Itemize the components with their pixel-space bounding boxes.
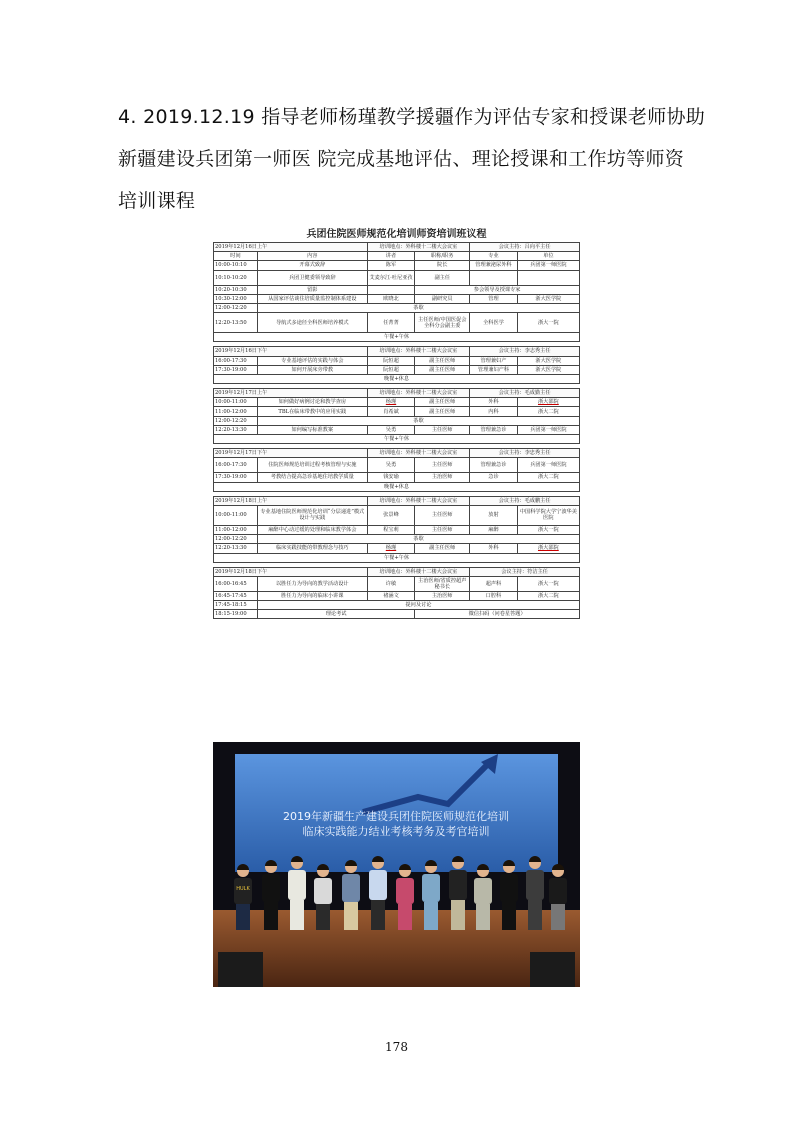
- session-host: 会议主持：李忠秀主任: [470, 449, 580, 458]
- table-row: [214, 365, 580, 374]
- time-cell: 16:00-17:30: [214, 356, 258, 365]
- time-cell: 16:45-17:45: [214, 591, 258, 600]
- speaker-cell: 欧晓北: [367, 294, 415, 303]
- time-cell: 10:10-10:20: [214, 270, 258, 285]
- content-cell: TBL在临床带教中的应用实践: [257, 407, 367, 416]
- unit-cell: 浙大二院: [517, 473, 579, 482]
- session-date: 2019年12月18日下午: [214, 567, 368, 576]
- time-cell: 17:30-19:00: [214, 365, 258, 374]
- specialty-cell: 管理兼妇产: [470, 356, 518, 365]
- speaker-cell: 肖希斌: [367, 407, 415, 416]
- table-row: [214, 294, 580, 303]
- unit-cell: [517, 270, 579, 285]
- speaker-cell: 张景峰: [367, 505, 415, 525]
- unit-cell: 浙大一院: [517, 576, 579, 591]
- break-cell: 午餐+午休: [214, 435, 580, 444]
- session-header-row: [214, 243, 580, 252]
- specialty-cell: 麻醉: [470, 525, 518, 534]
- schedule-title: 兵团住院医师规范化培训师资培训班议程: [306, 229, 487, 240]
- time-cell: 16:00-17:30: [214, 458, 258, 473]
- unit-cell: 浙大二院: [517, 591, 579, 600]
- specialty-cell: 管理兼泌尿外科: [470, 261, 518, 270]
- title-cell: 主任医师: [415, 505, 470, 525]
- speaker-cell: 褚涵文: [367, 591, 415, 600]
- content-cell: 如何做好病例讨论和教学查房: [257, 398, 367, 407]
- speaker-cell: 钱安瑜: [367, 473, 415, 482]
- schedule-column-header: 讲者: [367, 252, 415, 261]
- table-row: [214, 591, 580, 600]
- shirt-text: HULK: [236, 886, 250, 892]
- time-cell: 12:20-13:50: [214, 313, 258, 333]
- session-host: 会议主持：吕向平主任: [470, 243, 580, 252]
- specialty-cell: 超声科: [470, 576, 518, 591]
- speaker-cell: 程宝莉: [367, 525, 415, 534]
- unit-cell: 浙大一院: [517, 525, 579, 534]
- session-header-row: [214, 567, 580, 576]
- title-cell: 主治医师: [415, 473, 470, 482]
- table-row: [214, 416, 580, 425]
- session-date: 2019年12月16日上午: [214, 243, 368, 252]
- speaker-cell: 吴勇: [367, 458, 415, 473]
- title-cell: 主任医师: [415, 525, 470, 534]
- title-cell: 副研究员: [415, 294, 470, 303]
- heading-line-3: 培训课程: [118, 190, 196, 212]
- break-cell: 午餐+午休: [214, 553, 580, 562]
- session-location: 培训地点：外科楼十二楼大会议室: [367, 389, 469, 398]
- speaker-cell: 杨瑾: [367, 544, 415, 553]
- session-location: 培训地点：外科楼十二楼大会议室: [367, 567, 469, 576]
- speaker-cell: 陈军: [367, 261, 415, 270]
- table-row: [214, 398, 580, 407]
- session-location: 培训地点：外科楼十二楼大会议室: [367, 347, 469, 356]
- table-row: [214, 473, 580, 482]
- schedule-column-header: 时间: [214, 252, 258, 261]
- time-cell: 10:20-10:30: [214, 285, 258, 294]
- time-cell: 11:00-12:00: [214, 407, 258, 416]
- session-location: 培训地点：外科楼十二楼大会议室: [367, 496, 469, 505]
- banner-line-1: 2019年新疆生产建设兵团住院医师规范化培训: [283, 810, 509, 823]
- session-date: 2019年12月17日上午: [214, 389, 368, 398]
- time-cell: 12:00-12:20: [214, 416, 258, 425]
- unit-cell: 浙大二院: [517, 407, 579, 416]
- speaker-cell: 许敏: [367, 576, 415, 591]
- specialty-cell: 管理: [470, 294, 518, 303]
- unit-cell: 浙大邵院: [517, 398, 579, 407]
- unit-cell: 兵团第一师医院: [517, 261, 579, 270]
- table-row: [214, 553, 580, 562]
- table-row: [214, 482, 580, 491]
- break-cell: 茶歇: [257, 303, 579, 312]
- time-cell: 12:20-13:30: [214, 544, 258, 553]
- schedule-column-header: 单位: [517, 252, 579, 261]
- content-cell: 临床实践技能的带教理念与技巧: [257, 544, 367, 553]
- session-header-row: [214, 496, 580, 505]
- table-row: [214, 374, 580, 383]
- training-schedule-image: [213, 228, 580, 734]
- table-row: [214, 313, 580, 333]
- break-cell: 茶歇: [257, 535, 579, 544]
- break-cell: 提问及讨论: [257, 601, 579, 610]
- title-cell: 副主任医师: [415, 365, 470, 374]
- session-host: 会议主持：李志秀主任: [470, 347, 580, 356]
- content-cell: 理论考试: [257, 610, 414, 619]
- speaker-cell: 吴勇: [367, 425, 415, 434]
- page-number: 178: [385, 1040, 408, 1054]
- table-row: [214, 356, 580, 365]
- title-cell: 副主任医师: [415, 356, 470, 365]
- specialty-cell: 口腔科: [470, 591, 518, 600]
- table-row: [214, 535, 580, 544]
- specialty-cell: 管理兼妇产科: [470, 365, 518, 374]
- unit-cell: 浙大医学院: [517, 356, 579, 365]
- speaker-cell: 艾麦尔江·吐尼亚孜: [367, 270, 415, 285]
- content-cell: 专业基地评估的实践与体会: [257, 356, 367, 365]
- schedule-column-header: 职称/职务: [415, 252, 470, 261]
- session-date: 2019年12月16日下午: [214, 347, 368, 356]
- time-cell: 11:00-12:00: [214, 525, 258, 534]
- table-row: [214, 261, 580, 270]
- unit-cell: 中国科学院大学宁波华美医院: [517, 505, 579, 525]
- table-row: [214, 610, 580, 619]
- table-row: [214, 407, 580, 416]
- specialty-cell: [470, 270, 518, 285]
- time-cell: 10:00-11:00: [214, 398, 258, 407]
- heading-line-1: 4. 2019.12.19 指导老师杨瑾教学援疆作为评估专家和授课老师协助: [118, 106, 706, 128]
- session-host: 会议主持：毛成鹏主任: [470, 496, 580, 505]
- session-location: 培训地点：外科楼十二楼大会议室: [367, 243, 469, 252]
- table-row: [214, 303, 580, 312]
- session-host: 会议主持：符洁主任: [470, 567, 580, 576]
- time-cell: 17:45-18:15: [214, 601, 258, 610]
- title-cell: 副主任医师: [415, 544, 470, 553]
- unit-cell: 浙大医学院: [517, 294, 579, 303]
- unit-cell: 兵团第一师医院: [517, 458, 579, 473]
- time-cell: 12:20-13:30: [214, 425, 258, 434]
- session-header-row: [214, 347, 580, 356]
- remark-cell: 微信扫码（问卷星答题）: [415, 610, 580, 619]
- group-photo-drawing: [213, 742, 580, 987]
- table-row: [214, 544, 580, 553]
- session-header-row: [214, 389, 580, 398]
- table-row: [214, 285, 580, 294]
- schedule-column-header: 专业: [470, 252, 518, 261]
- title-cell: 主任医师/中国医促会全科分会副主委: [415, 313, 470, 333]
- content-cell: 麻醉中心动过缓的处理和临床教学体会: [257, 525, 367, 534]
- heading-line-2: 新疆建设兵团第一师医 院完成基地评估、理论授课和工作坊等师资: [118, 148, 685, 170]
- table-row: [214, 425, 580, 434]
- table-row: [214, 333, 580, 342]
- speaker-cell: 任菁菁: [367, 313, 415, 333]
- unit-cell: 浙大邵院: [517, 544, 579, 553]
- table-row: [214, 458, 580, 473]
- table-row: [214, 505, 580, 525]
- unit-cell: 浙大一院: [517, 313, 579, 333]
- session-date: 2019年12月17日下午: [214, 449, 368, 458]
- content-cell: 从国家评估谈住培质量监控制体系建设: [257, 294, 367, 303]
- session-host: 会议主持：毛成勤主任: [470, 389, 580, 398]
- specialty-cell: 外科: [470, 398, 518, 407]
- time-cell: 10:00-11:00: [214, 505, 258, 525]
- time-cell: 10:00-10:10: [214, 261, 258, 270]
- content-cell: 导航式多途径全科医师培养模式: [257, 313, 367, 333]
- specialty-cell: 管理兼急诊: [470, 458, 518, 473]
- group-photo: [213, 742, 580, 987]
- content-cell: 如何开展床旁带教: [257, 365, 367, 374]
- break-cell: 晚餐+休息: [214, 374, 580, 383]
- table-row: [214, 525, 580, 534]
- content-cell: 住院医师规范培训过程考核管理与实施: [257, 458, 367, 473]
- session-location: 培训地点：外科楼十二楼大会议室: [367, 449, 469, 458]
- break-cell: 茶歇: [257, 416, 579, 425]
- speaker-left: [218, 952, 263, 987]
- specialty-cell: 放射: [470, 505, 518, 525]
- schedule-column-header: 内容: [257, 252, 367, 261]
- specialty-cell: 外科: [470, 544, 518, 553]
- content-cell: 留影: [257, 285, 367, 294]
- time-cell: 17:30-19:00: [214, 473, 258, 482]
- content-cell: 兵团卫健委领导致辞: [257, 270, 367, 285]
- time-cell: 10:30-12:00: [214, 294, 258, 303]
- speaker-cell: 阮恒超: [367, 365, 415, 374]
- title-cell: 副主任医师: [415, 398, 470, 407]
- schedule-table: [213, 242, 580, 619]
- specialty-cell: 急诊: [470, 473, 518, 482]
- banner-line-2: 临床实践能力结业考核考务及考官培训: [302, 825, 490, 838]
- specialty-cell: 全科医学: [470, 313, 518, 333]
- specialty-cell: 管理兼急诊: [470, 425, 518, 434]
- table-row: [214, 435, 580, 444]
- speaker-right: [530, 952, 575, 987]
- table-row: [214, 270, 580, 285]
- unit-cell: 兵团第一师医院: [517, 425, 579, 434]
- title-cell: 主治医师/省质控超声秘书长: [415, 576, 470, 591]
- break-cell: 晚餐+休息: [214, 482, 580, 491]
- session-header-row: [214, 449, 580, 458]
- time-cell: 12:00-12:20: [214, 535, 258, 544]
- time-cell: 18:15-19:00: [214, 610, 258, 619]
- content-cell: 以胜任力为导向的教学活动设计: [257, 576, 367, 591]
- time-cell: 12:00-12:20: [214, 303, 258, 312]
- schedule-header-row: [214, 252, 580, 261]
- session-date: 2019年12月18日上午: [214, 496, 368, 505]
- title-cell: 主任医师: [415, 458, 470, 473]
- break-cell: 午餐+午休: [214, 333, 580, 342]
- content-cell: 开幕式致辞: [257, 261, 367, 270]
- report-heading: [118, 96, 706, 222]
- title-cell: 院长: [415, 261, 470, 270]
- content-cell: 如何编写标准教案: [257, 425, 367, 434]
- content-cell: 专业基地住院医师规范化培训“分层递进”模式设计与实践: [257, 505, 367, 525]
- unit-cell: 浙大医学院: [517, 365, 579, 374]
- title-cell: 副主任医师: [415, 407, 470, 416]
- title-cell: 副主任: [415, 270, 470, 285]
- specialty-cell: 内科: [470, 407, 518, 416]
- content-cell: 考教结合提高急诊基地住培教学质量: [257, 473, 367, 482]
- table-row: [214, 576, 580, 591]
- content-cell: 胜任力为导向的临床小讲课: [257, 591, 367, 600]
- remark-cell: 参会领导及授课专家: [415, 285, 580, 294]
- speaker-cell: 杨瑾: [367, 398, 415, 407]
- time-cell: 16:00-16:45: [214, 576, 258, 591]
- table-row: [214, 601, 580, 610]
- title-cell: 主治医师: [415, 591, 470, 600]
- title-cell: 主任医师: [415, 425, 470, 434]
- speaker-cell: 阮恒超: [367, 356, 415, 365]
